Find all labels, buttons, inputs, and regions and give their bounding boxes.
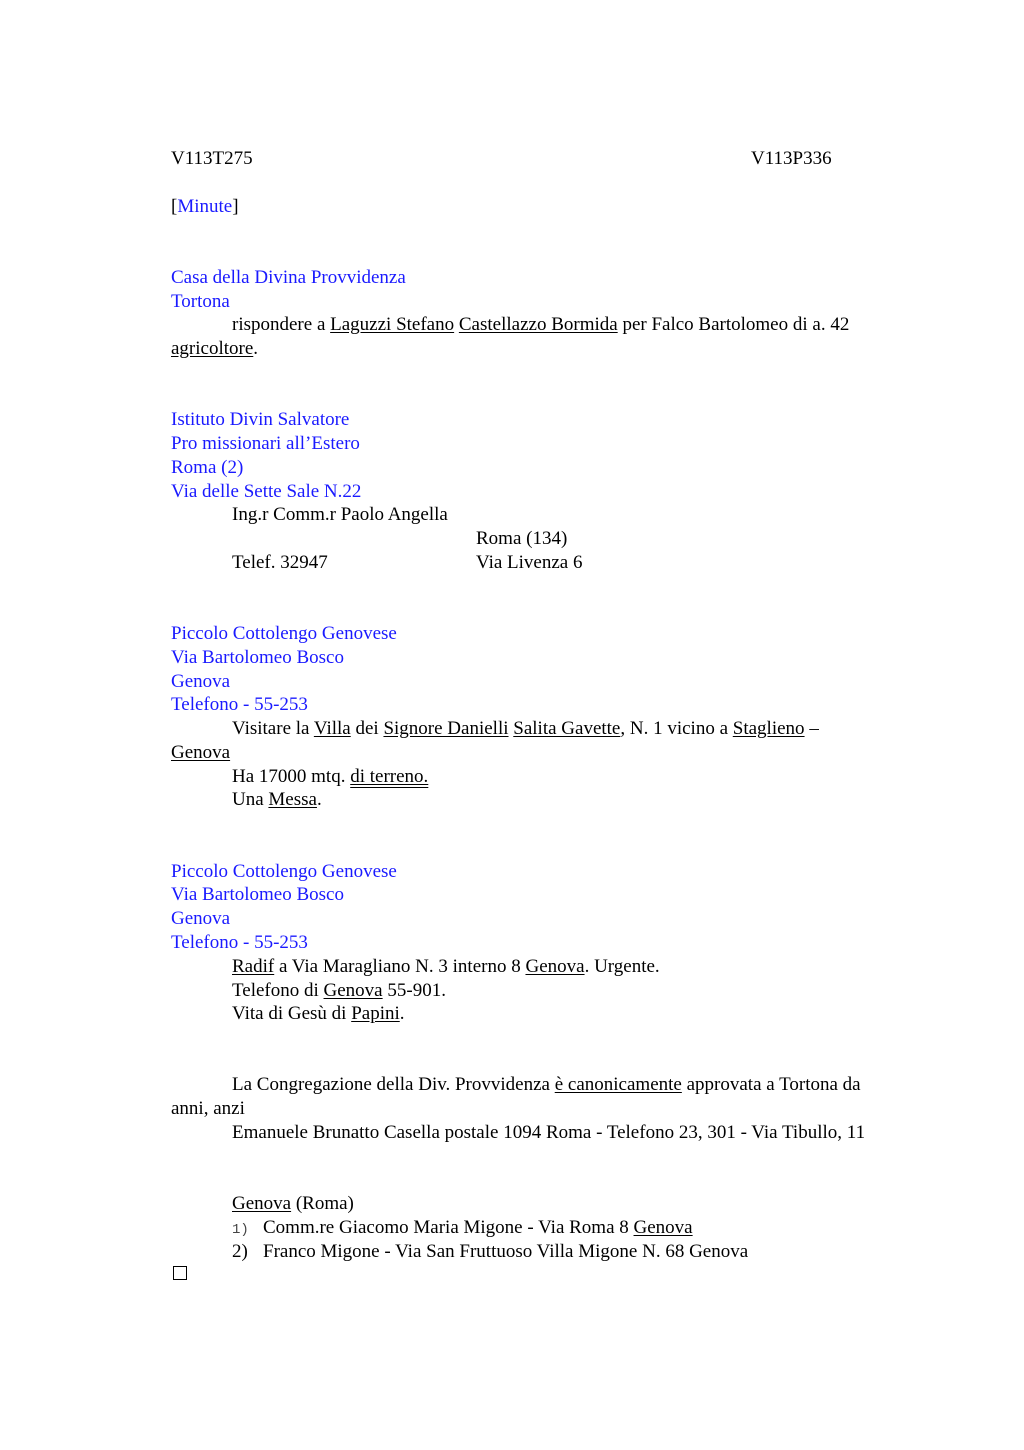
text: Comm.re Giacomo Maria Migone - Via Roma 8 bbox=[263, 1217, 634, 1238]
list-item bbox=[232, 1216, 693, 1242]
section1-body-line2 bbox=[171, 337, 258, 361]
section4-heading-line4: Telefono - 55-253 bbox=[171, 932, 308, 953]
section4-body-line2 bbox=[232, 979, 446, 1003]
underlined-text: agricoltore bbox=[171, 338, 254, 359]
list-item bbox=[232, 1240, 748, 1264]
section1-heading-line1: Casa della Divina Provvidenza bbox=[171, 267, 406, 288]
section5-body-line2: anni, anzi bbox=[171, 1098, 245, 1119]
text: approvata a Tortona da bbox=[681, 1074, 861, 1095]
checkbox-square-icon bbox=[173, 1266, 187, 1280]
text: . bbox=[253, 338, 259, 359]
underlined-text: Messa bbox=[268, 789, 317, 810]
contact-name: Ing.r Comm.r Paolo Angella bbox=[232, 504, 448, 525]
text: Franco Migone - Via San Fruttuoso Villa Migone N. 68 Genova bbox=[263, 1241, 749, 1262]
section3-heading-line4: Telefono - 55-253 bbox=[171, 694, 308, 715]
section4-heading-line2: Via Bartolomeo Bosco bbox=[171, 884, 344, 905]
section5-body-line1 bbox=[232, 1073, 861, 1097]
section4-body-line1 bbox=[232, 955, 660, 979]
section4-body-line3 bbox=[232, 1002, 405, 1026]
underlined-text: Genova bbox=[232, 1193, 292, 1214]
section1-body-line1 bbox=[232, 313, 849, 337]
underlined-text: Signore Danielli bbox=[383, 718, 509, 739]
list-number: 1) bbox=[232, 1222, 249, 1238]
section4-heading-line3: Genova bbox=[171, 908, 231, 929]
underlined-text: Radif bbox=[232, 956, 275, 977]
underlined-text: è canonicamente bbox=[554, 1074, 682, 1095]
underlined-text: Papini bbox=[351, 1003, 400, 1024]
section2-heading-line2: Pro missionari all’Estero bbox=[171, 433, 360, 454]
text: Visitare la bbox=[232, 718, 314, 739]
underlined-text: Genova bbox=[525, 956, 585, 977]
section2-heading-line3: Roma (2) bbox=[171, 457, 244, 478]
section3-body-line4 bbox=[232, 788, 322, 812]
section4-heading-line1: Piccolo Cottolengo Genovese bbox=[171, 861, 397, 882]
contact-phone: Telef. 32947 bbox=[232, 552, 328, 573]
section3-heading-line1: Piccolo Cottolengo Genovese bbox=[171, 623, 397, 644]
text: Ha 17000 mtq. bbox=[232, 766, 351, 787]
underlined-text: Villa bbox=[313, 718, 351, 739]
text: dei bbox=[350, 718, 384, 739]
document-code-right: V113P336 bbox=[751, 148, 832, 169]
contact-street: Via Livenza 6 bbox=[476, 552, 583, 573]
section3-body-line3 bbox=[232, 765, 428, 789]
text: rispondere a bbox=[232, 314, 331, 335]
list-number: 2) bbox=[232, 1241, 248, 1262]
underlined-text: Castellazzo Bormida bbox=[458, 314, 618, 335]
text: . bbox=[399, 1003, 405, 1024]
text: – bbox=[804, 718, 819, 739]
underlined-text: Genova bbox=[171, 742, 231, 763]
section3-heading-line3: Genova bbox=[171, 671, 231, 692]
text: , N. 1 vicino a bbox=[620, 718, 733, 739]
text: Telefono di bbox=[232, 980, 324, 1001]
section3-body-line2 bbox=[171, 741, 230, 765]
text: Vita di Gesù di bbox=[232, 1003, 352, 1024]
underlined-text: Salita Gavette bbox=[513, 718, 621, 739]
text: (Roma) bbox=[291, 1193, 354, 1214]
underlined-text: Staglieno bbox=[732, 718, 805, 739]
text: . Urgente. bbox=[584, 956, 660, 977]
text: . bbox=[316, 789, 322, 810]
underlined-text: Laguzzi Stefano bbox=[330, 314, 455, 335]
contact-city: Roma (134) bbox=[476, 528, 568, 549]
text: a Via Maragliano N. 3 interno 8 bbox=[274, 956, 526, 977]
section6-heading bbox=[232, 1192, 354, 1216]
text: La Congregazione della Div. Provvidenza bbox=[232, 1074, 555, 1095]
section1-heading-line2: Tortona bbox=[171, 291, 230, 312]
section3-heading-line2: Via Bartolomeo Bosco bbox=[171, 647, 344, 668]
section3-body-line1 bbox=[232, 717, 819, 741]
document-code-left: V113T275 bbox=[171, 148, 253, 169]
minute-label-text: Minute bbox=[177, 196, 233, 217]
text: 55-901. bbox=[382, 980, 446, 1001]
text: per Falco Bartolomeo di a. 42 bbox=[617, 314, 850, 335]
section2-heading-line4: Via delle Sette Sale N.22 bbox=[171, 481, 362, 502]
underlined-text: Genova bbox=[323, 980, 383, 1001]
minute-label: [Minute] bbox=[171, 196, 239, 217]
text: Una bbox=[232, 789, 269, 810]
section2-heading-line1: Istituto Divin Salvatore bbox=[171, 409, 350, 430]
underlined-text: Genova bbox=[633, 1217, 693, 1238]
section5-body-line3: Emanuele Brunatto Casella postale 1094 Roma - Telefono 23, 301 - Via Tibullo, 11 bbox=[232, 1122, 866, 1143]
double-underlined-text: di terreno. bbox=[350, 766, 429, 787]
